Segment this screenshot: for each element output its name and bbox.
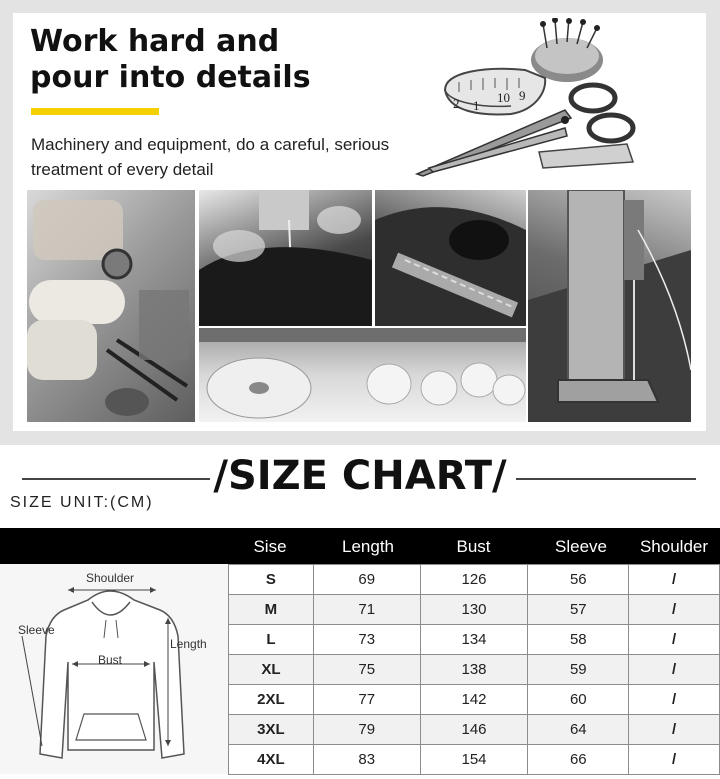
shoulder-cell: / — [629, 745, 720, 775]
header-sleeve: Sleeve — [555, 537, 607, 556]
header-shoulder: Shoulder — [639, 537, 709, 556]
hand-stitching-photo — [375, 190, 526, 326]
size-cell: L — [229, 625, 314, 655]
length-cell: 73 — [313, 625, 420, 655]
shoulder-cell: / — [629, 625, 720, 655]
table-row — [229, 655, 720, 685]
headline-line-2: pour into details — [30, 60, 311, 95]
fabric-tools-art — [27, 190, 195, 422]
table-row — [229, 685, 720, 715]
tailoring-tools-illustration — [415, 18, 645, 178]
bust-cell: 142 — [420, 685, 528, 715]
sleeve-cell: 56 — [528, 565, 629, 595]
sewing-machine-foot-photo — [528, 190, 691, 422]
hoodie-outline-icon — [0, 564, 228, 774]
table-row — [229, 745, 720, 775]
label-sleeve: Sleeve — [18, 623, 55, 637]
sleeve-cell: 58 — [528, 625, 629, 655]
header-length: Length — [342, 537, 394, 556]
bust-cell: 126 — [420, 565, 528, 595]
table-row — [229, 625, 720, 655]
length-cell: 71 — [313, 595, 420, 625]
label-shoulder: Shoulder — [86, 571, 135, 585]
sewing-dark-fabric-photo — [199, 190, 372, 326]
tape-number: 2 — [453, 96, 460, 111]
tailor-chalk-icon — [539, 144, 633, 168]
sleeve-cell: 59 — [528, 655, 629, 685]
sleeve-cell: 57 — [528, 595, 629, 625]
length-cell: 83 — [313, 745, 420, 775]
fabric-tools-photo — [27, 190, 195, 422]
size-unit-label: SIZE UNIT:(CM) — [10, 494, 154, 511]
header-size: Sise — [253, 537, 287, 556]
size-cell: 4XL — [229, 745, 314, 775]
length-cell: 79 — [313, 715, 420, 745]
size-cell: S — [229, 565, 314, 595]
label-bust: Bust — [98, 653, 123, 667]
yarn-spools-photo — [199, 328, 526, 422]
table-row — [229, 565, 720, 595]
bust-cell: 154 — [420, 745, 528, 775]
size-table — [228, 564, 720, 775]
label-length: Length — [170, 637, 207, 651]
header-bust: Bust — [456, 537, 491, 556]
length-cell: 69 — [313, 565, 420, 595]
bust-cell: 146 — [420, 715, 528, 745]
size-cell: 3XL — [229, 715, 314, 745]
length-cell: 75 — [313, 655, 420, 685]
sewing-dark-fabric-art — [199, 190, 372, 326]
measuring-tape-icon — [445, 69, 545, 115]
sleeve-cell: 60 — [528, 685, 629, 715]
hoodie-measurement-diagram — [0, 564, 228, 774]
bust-cell: 138 — [420, 655, 528, 685]
sewing-machine-foot-art — [528, 190, 691, 422]
size-chart-title: /SIZE CHART/ — [213, 453, 507, 499]
pincushion-icon — [531, 18, 603, 82]
shoulder-cell: / — [629, 595, 720, 625]
size-cell: 2XL — [229, 685, 314, 715]
size-table-header — [0, 528, 720, 564]
shoulder-cell: / — [629, 655, 720, 685]
title-divider-right — [516, 478, 696, 480]
hand-stitching-art — [375, 190, 526, 326]
headline-line-1: Work hard and — [30, 24, 280, 59]
tape-number: 9 — [519, 88, 526, 103]
shoulder-cell: / — [629, 715, 720, 745]
length-cell: 77 — [313, 685, 420, 715]
table-row — [229, 715, 720, 745]
promo-subtext: Machinery and equipment, do a careful, serious treatment of every detail — [31, 135, 390, 179]
bust-cell: 130 — [420, 595, 528, 625]
tape-number: 10 — [497, 90, 510, 105]
title-divider-left — [22, 478, 210, 480]
accent-bar — [31, 108, 159, 115]
yarn-spools-art — [199, 328, 526, 422]
tape-number: 1 — [473, 98, 480, 113]
size-cell: M — [229, 595, 314, 625]
shoulder-cell: / — [629, 565, 720, 595]
sleeve-cell: 66 — [528, 745, 629, 775]
size-cell: XL — [229, 655, 314, 685]
promo-headline — [30, 24, 350, 96]
shoulder-cell: / — [629, 685, 720, 715]
bust-cell: 134 — [420, 625, 528, 655]
table-row — [229, 595, 720, 625]
sleeve-cell: 64 — [528, 715, 629, 745]
